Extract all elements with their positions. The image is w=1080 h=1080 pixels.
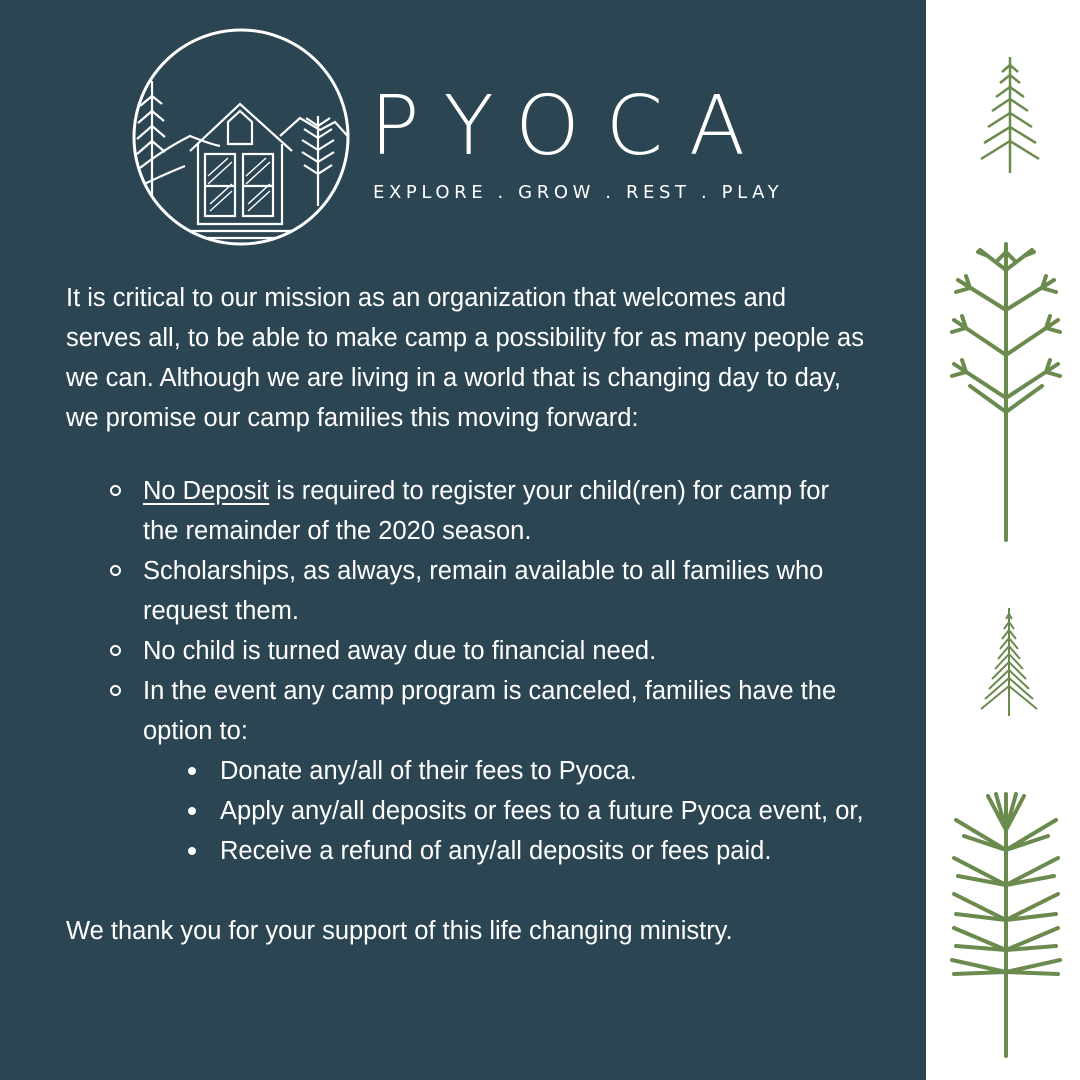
option-item: Donate any/all of their fees to Pyoca. xyxy=(220,751,866,791)
option-item: Receive a refund of any/all deposits or fees paid. xyxy=(220,831,866,871)
brand-tagline: EXPLORE . GROW . REST . PLAY xyxy=(373,182,784,203)
fir-tree-icon xyxy=(974,606,1044,718)
no-deposit-emphasis: No Deposit xyxy=(143,477,270,505)
list-item: No child is turned away due to financial need. xyxy=(143,631,866,671)
options-list xyxy=(143,751,866,871)
list-item-text: is required to register your child(ren) for camp for the remainder of the 2020 season. xyxy=(143,477,829,545)
list-item xyxy=(143,471,866,551)
option-item: Apply any/all deposits or fees to a future Pyoca event, or, xyxy=(220,791,866,831)
closing-paragraph: We thank you for your support of this life changing ministry. xyxy=(66,917,733,945)
tall-pine-tree-icon xyxy=(948,790,1066,1060)
list-item-text: In the event any camp program is canceled, families have the option to: xyxy=(143,677,837,745)
brand-name: PYOCA xyxy=(370,79,772,174)
promise-list xyxy=(66,471,866,871)
message-body xyxy=(66,278,866,951)
intro-paragraph: It is critical to our mission as an organization that welcomes and serves all, to be able to make camp a possibility for as many people as we can. Although we are living in a world that is changing day to day, we promise our camp families this moving forward: xyxy=(66,284,864,432)
cabin-logo-icon xyxy=(130,26,352,248)
tree-sidebar xyxy=(926,0,1080,1080)
branching-tree-icon xyxy=(948,240,1066,542)
list-item xyxy=(143,671,866,871)
list-item: Scholarships, as always, remain available to all families who request them. xyxy=(143,551,866,631)
small-pine-tree-icon xyxy=(978,55,1042,175)
